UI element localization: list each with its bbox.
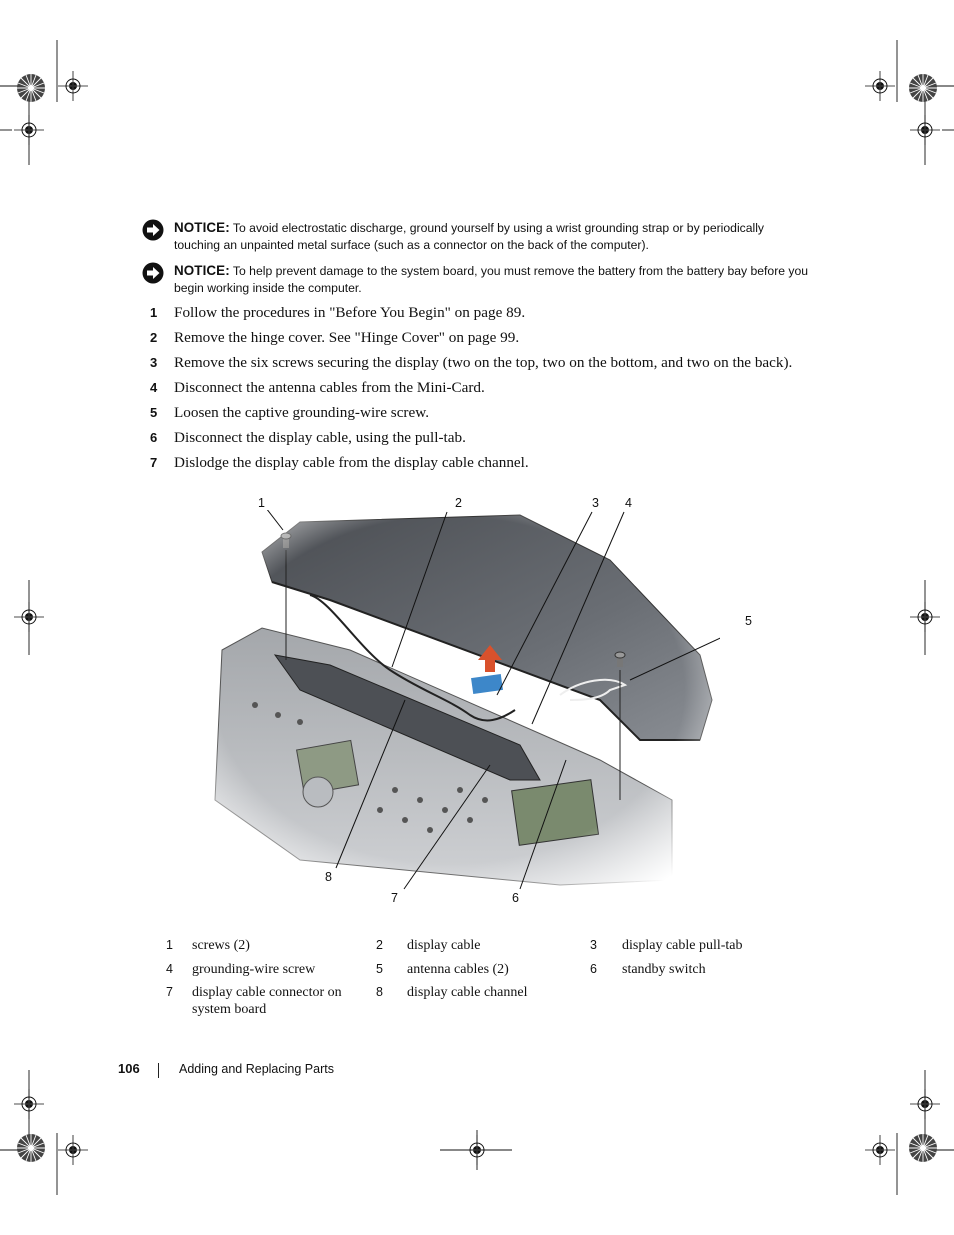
step-item bbox=[150, 328, 830, 353]
notice-arrow-icon bbox=[142, 219, 164, 241]
step-item bbox=[150, 453, 830, 478]
notice-label: NOTICE: bbox=[174, 263, 230, 278]
step-text: Remove the hinge cover. See "Hinge Cover" on page 99. bbox=[174, 329, 520, 346]
callout-5: 5 bbox=[745, 614, 752, 628]
legend-label: display cable connector on system board bbox=[192, 985, 342, 1017]
page-number: 106 bbox=[118, 1061, 140, 1076]
section-title: Adding and Replacing Parts bbox=[179, 1062, 334, 1076]
legend-label: screws (2) bbox=[192, 938, 250, 953]
step-item bbox=[150, 303, 830, 328]
notice-esd bbox=[142, 219, 812, 254]
step-text: Disconnect the display cable, using the pull-tab. bbox=[174, 429, 466, 446]
legend-number: 2 bbox=[376, 938, 383, 952]
notice-arrow-icon bbox=[142, 262, 164, 284]
legend-number: 7 bbox=[166, 985, 173, 999]
step-number: 6 bbox=[150, 430, 158, 445]
step-number: 7 bbox=[150, 455, 158, 470]
legend-label: display cable pull-tab bbox=[622, 938, 743, 953]
laptop-display-removal-illustration bbox=[180, 510, 720, 910]
legend-label: antenna cables (2) bbox=[407, 962, 509, 977]
step-text: Dislodge the display cable from the display cable channel. bbox=[174, 454, 529, 471]
legend-number: 4 bbox=[166, 962, 173, 976]
step-item bbox=[150, 428, 830, 453]
legend-number: 1 bbox=[166, 938, 173, 952]
legend-number: 6 bbox=[590, 962, 597, 976]
callout-6: 6 bbox=[512, 891, 519, 905]
step-text: Loosen the captive grounding-wire screw. bbox=[174, 404, 430, 421]
step-text: Remove the six screws securing the display (two on the top, two on the bottom, and two on the back). bbox=[174, 354, 793, 371]
step-text: Follow the procedures in "Before You Begin" on page 89. bbox=[174, 304, 526, 321]
callout-8: 8 bbox=[325, 870, 332, 884]
procedure-steps bbox=[150, 303, 830, 478]
notice-battery bbox=[142, 262, 812, 297]
legend-label: grounding-wire screw bbox=[192, 962, 316, 977]
step-number: 4 bbox=[150, 380, 158, 395]
notice-text: To help prevent damage to the system board, you must remove the battery from the battery bay before you begin working inside the computer. bbox=[174, 264, 809, 295]
callout-1: 1 bbox=[258, 496, 265, 510]
footer-divider bbox=[158, 1063, 159, 1078]
legend-number: 3 bbox=[590, 938, 597, 952]
legend-number: 5 bbox=[376, 962, 383, 976]
legend-label: display cable channel bbox=[407, 985, 528, 1000]
step-number: 3 bbox=[150, 355, 158, 370]
step-number: 5 bbox=[150, 405, 158, 420]
callout-4: 4 bbox=[625, 496, 632, 510]
legend-number: 8 bbox=[376, 985, 383, 999]
step-item bbox=[150, 403, 830, 428]
legend-label: standby switch bbox=[622, 962, 706, 977]
callout-3: 3 bbox=[592, 496, 599, 510]
notice-text: To avoid electrostatic discharge, ground yourself by using a wrist grounding strap or by periodically touching an unpainted metal surface (such as a connector on the back of the computer). bbox=[174, 221, 765, 252]
step-item bbox=[150, 353, 830, 378]
step-number: 2 bbox=[150, 330, 158, 345]
legend-label: display cable bbox=[407, 938, 481, 953]
callout-7: 7 bbox=[391, 891, 398, 905]
step-number: 1 bbox=[150, 305, 158, 320]
step-item bbox=[150, 378, 830, 403]
step-text: Disconnect the antenna cables from the Mini-Card. bbox=[174, 379, 485, 396]
notice-label: NOTICE: bbox=[174, 220, 230, 235]
callout-2: 2 bbox=[455, 496, 462, 510]
